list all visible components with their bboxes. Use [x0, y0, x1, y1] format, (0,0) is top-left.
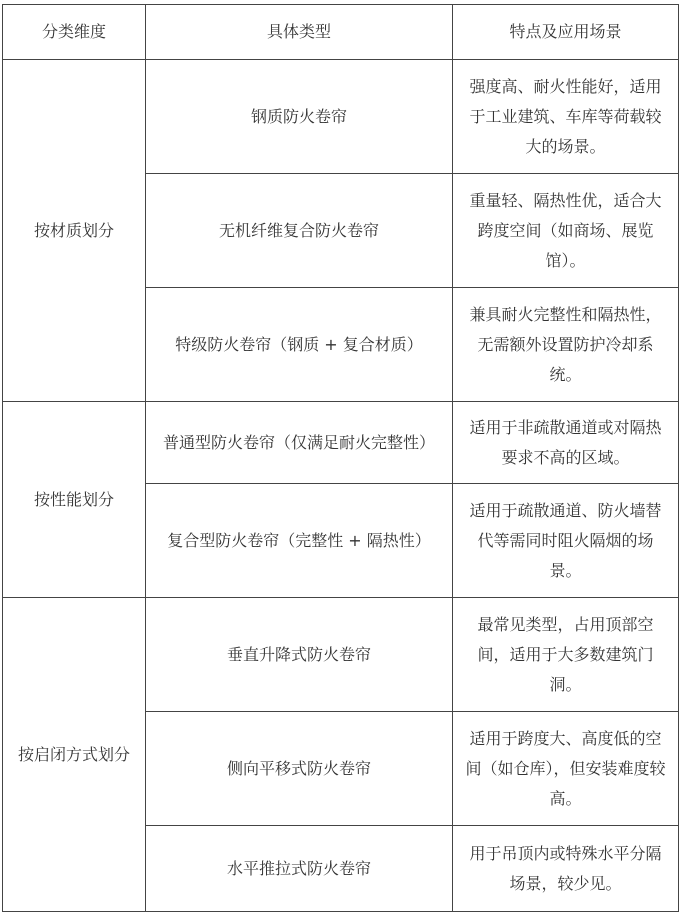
type-cell: 复合型防火卷帘（完整性 + 隔热性） [146, 484, 453, 598]
feature-cell: 适用于跨度大、高度低的空间（如仓库），但安装难度较高。 [453, 712, 679, 826]
type-cell: 普通型防火卷帘（仅满足耐火完整性） [146, 402, 453, 484]
feature-cell: 兼具耐火完整性和隔热性，无需额外设置防护冷却系统。 [453, 288, 679, 402]
type-cell: 特级防火卷帘（钢质 + 复合材质） [146, 288, 453, 402]
fire-shutter-classification-table [2, 4, 679, 912]
table-header-row [3, 5, 679, 60]
header-type: 具体类型 [146, 5, 453, 60]
feature-cell: 适用于疏散通道、防火墙替代等需同时阻火隔烟的场景。 [453, 484, 679, 598]
header-dimension: 分类维度 [3, 5, 146, 60]
dimension-cell-performance: 按性能划分 [3, 402, 146, 598]
type-cell: 无机纤维复合防火卷帘 [146, 174, 453, 288]
feature-cell: 最常见类型，占用顶部空间，适用于大多数建筑门洞。 [453, 598, 679, 712]
feature-cell: 重量轻、隔热性优，适合大跨度空间（如商场、展览馆）。 [453, 174, 679, 288]
feature-cell: 强度高、耐火性能好，适用于工业建筑、车库等荷载较大的场景。 [453, 60, 679, 174]
dimension-cell-material: 按材质划分 [3, 60, 146, 402]
feature-cell: 用于吊顶内或特殊水平分隔场景，较少见。 [453, 826, 679, 912]
table-row [3, 402, 679, 484]
type-cell: 钢质防火卷帘 [146, 60, 453, 174]
type-cell: 水平推拉式防火卷帘 [146, 826, 453, 912]
dimension-cell-opening: 按启闭方式划分 [3, 598, 146, 912]
header-feature: 特点及应用场景 [453, 5, 679, 60]
table-row [3, 598, 679, 712]
table-row [3, 60, 679, 174]
type-cell: 侧向平移式防火卷帘 [146, 712, 453, 826]
feature-cell: 适用于非疏散通道或对隔热要求不高的区域。 [453, 402, 679, 484]
type-cell: 垂直升降式防火卷帘 [146, 598, 453, 712]
